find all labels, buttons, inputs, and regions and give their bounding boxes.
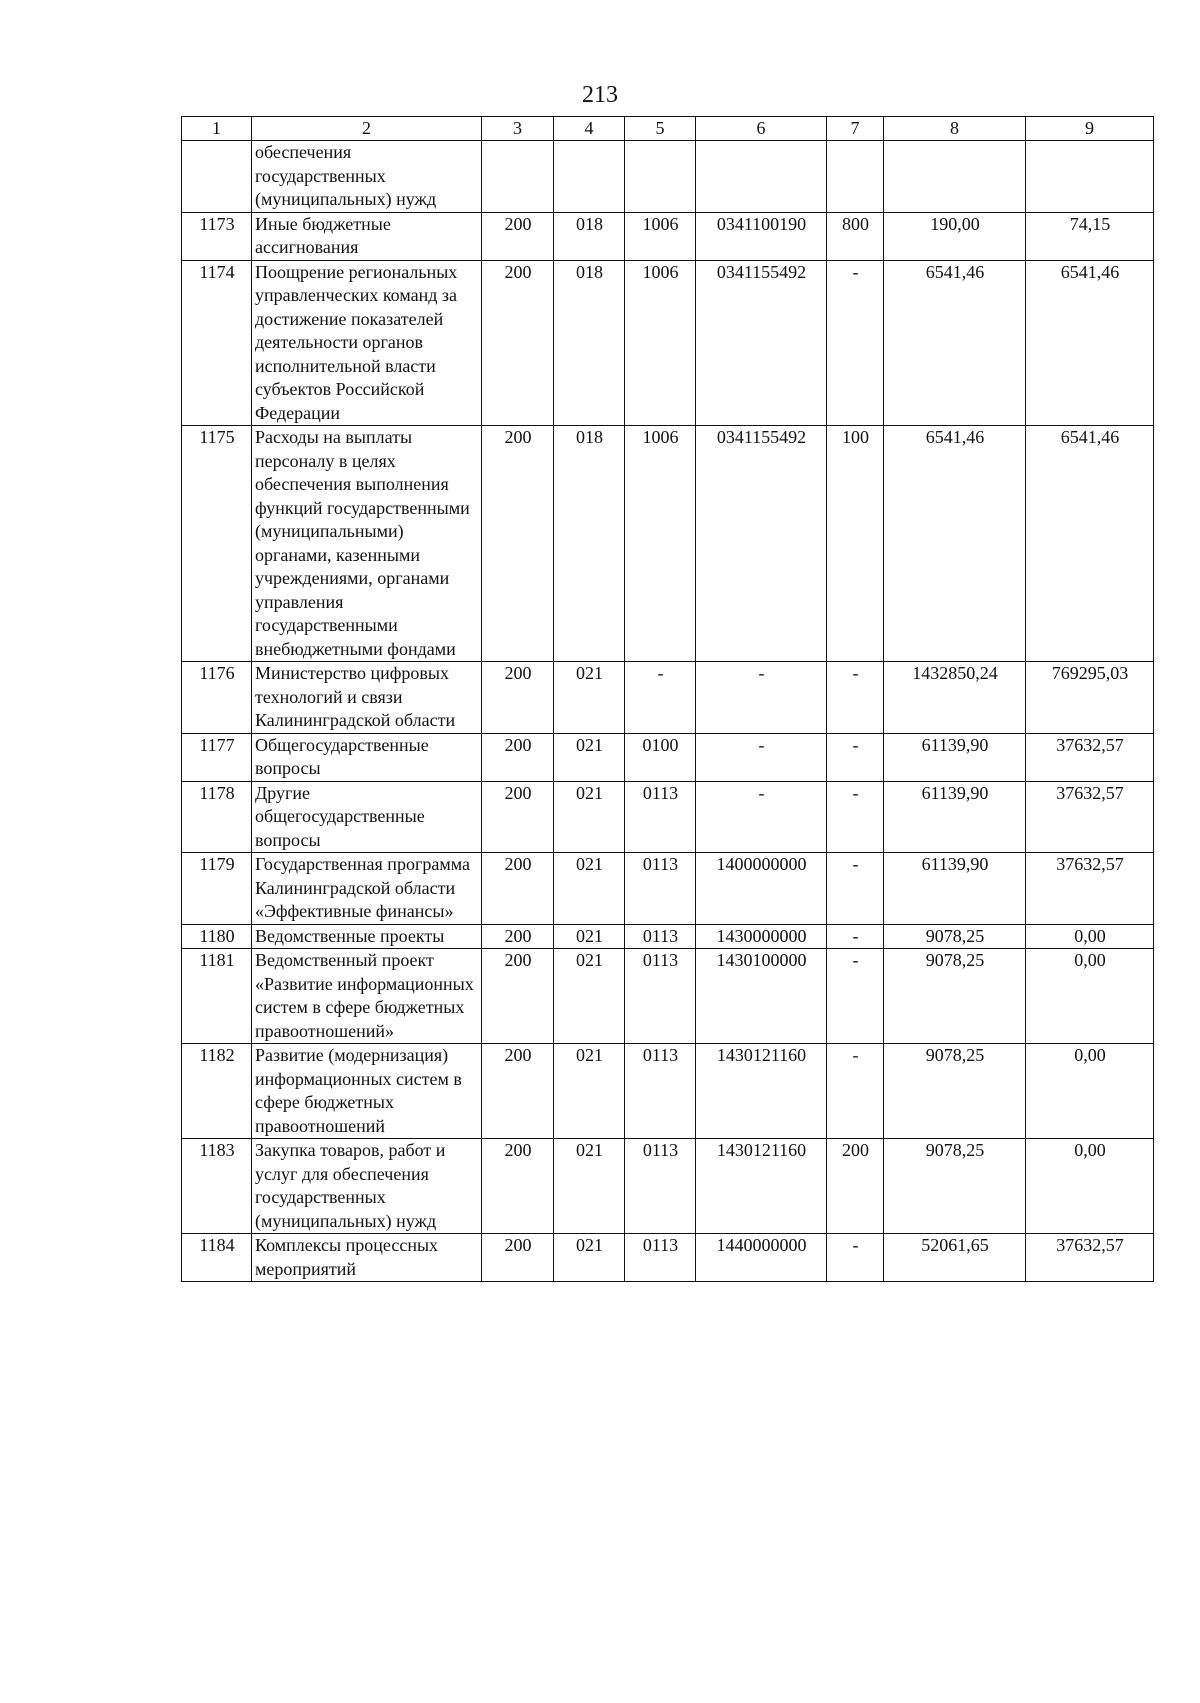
row-c4: 021 (554, 924, 625, 949)
row-c8: 9078,25 (884, 949, 1026, 1044)
column-header: 6 (696, 117, 827, 141)
row-c6: 0341155492 (696, 426, 827, 662)
row-c3: 200 (482, 781, 554, 853)
row-number (182, 141, 252, 213)
row-name: Поощрение региональных управленческих команд за достижение показателей деятельности органов исполнительной власти субъектов Российской Федерации (252, 260, 482, 426)
row-c4: 021 (554, 1044, 625, 1139)
row-c9: 0,00 (1026, 949, 1154, 1044)
row-name: Комплексы процессных мероприятий (252, 1234, 482, 1282)
row-c3: 200 (482, 1234, 554, 1282)
table-row (182, 1139, 1154, 1234)
row-c9: 0,00 (1026, 1044, 1154, 1139)
row-c9: 37632,57 (1026, 1234, 1154, 1282)
row-c8 (884, 141, 1026, 213)
row-number: 1173 (182, 212, 252, 260)
row-number: 1174 (182, 260, 252, 426)
row-c4: 018 (554, 212, 625, 260)
row-c7: 100 (827, 426, 884, 662)
row-c5: 1006 (625, 426, 696, 662)
row-c6: 1430000000 (696, 924, 827, 949)
row-name: Другие общегосударственные вопросы (252, 781, 482, 853)
row-c5: - (625, 662, 696, 734)
row-number: 1177 (182, 733, 252, 781)
row-number: 1179 (182, 853, 252, 925)
row-c4 (554, 141, 625, 213)
table-row (182, 426, 1154, 662)
row-c5: 1006 (625, 260, 696, 426)
row-c3: 200 (482, 924, 554, 949)
row-c8: 6541,46 (884, 426, 1026, 662)
table-row (182, 924, 1154, 949)
row-c7: - (827, 949, 884, 1044)
row-c5: 0113 (625, 781, 696, 853)
row-c9 (1026, 141, 1154, 213)
row-c3: 200 (482, 426, 554, 662)
row-number: 1180 (182, 924, 252, 949)
row-c8: 6541,46 (884, 260, 1026, 426)
row-c4: 021 (554, 662, 625, 734)
row-c7: 200 (827, 1139, 884, 1234)
row-c6: 1430121160 (696, 1044, 827, 1139)
row-c5: 0113 (625, 949, 696, 1044)
row-c9: 37632,57 (1026, 781, 1154, 853)
row-c8: 52061,65 (884, 1234, 1026, 1282)
column-header: 8 (884, 117, 1026, 141)
column-header: 9 (1026, 117, 1154, 141)
row-c5: 0113 (625, 853, 696, 925)
row-c4: 021 (554, 1139, 625, 1234)
row-c9: 769295,03 (1026, 662, 1154, 734)
row-c5: 1006 (625, 212, 696, 260)
row-c6: 1440000000 (696, 1234, 827, 1282)
row-c8: 190,00 (884, 212, 1026, 260)
row-c6: 1400000000 (696, 853, 827, 925)
row-name: Закупка товаров, работ и услуг для обеспечения государственных (муниципальных) нужд (252, 1139, 482, 1234)
table-row (182, 733, 1154, 781)
row-c3: 200 (482, 260, 554, 426)
row-c9: 0,00 (1026, 924, 1154, 949)
row-c9: 37632,57 (1026, 853, 1154, 925)
row-name: Общегосударственные вопросы (252, 733, 482, 781)
row-c9: 74,15 (1026, 212, 1154, 260)
row-c9: 37632,57 (1026, 733, 1154, 781)
column-header: 1 (182, 117, 252, 141)
table-row (182, 949, 1154, 1044)
row-c5: 0113 (625, 1044, 696, 1139)
row-c9: 0,00 (1026, 1139, 1154, 1234)
row-c8: 1432850,24 (884, 662, 1026, 734)
table-row (182, 1234, 1154, 1282)
column-header: 7 (827, 117, 884, 141)
column-header: 4 (554, 117, 625, 141)
column-header: 5 (625, 117, 696, 141)
row-name: Министерство цифровых технологий и связи Калининградской области (252, 662, 482, 734)
row-c7 (827, 141, 884, 213)
table-row (182, 260, 1154, 426)
row-c3: 200 (482, 662, 554, 734)
row-c8: 9078,25 (884, 1139, 1026, 1234)
row-number: 1182 (182, 1044, 252, 1139)
row-c5: 0113 (625, 924, 696, 949)
row-c6: 1430121160 (696, 1139, 827, 1234)
row-name: обеспечения государственных (муниципальных) нужд (252, 141, 482, 213)
row-c5 (625, 141, 696, 213)
row-c3: 200 (482, 733, 554, 781)
row-c8: 9078,25 (884, 1044, 1026, 1139)
row-c6: - (696, 781, 827, 853)
row-c6 (696, 141, 827, 213)
header-row (182, 117, 1154, 141)
row-c7: - (827, 260, 884, 426)
row-c3: 200 (482, 1044, 554, 1139)
table-row (182, 212, 1154, 260)
row-number: 1184 (182, 1234, 252, 1282)
row-c8: 9078,25 (884, 924, 1026, 949)
row-c9: 6541,46 (1026, 426, 1154, 662)
row-name: Развитие (модернизация) информационных систем в сфере бюджетных правоотношений (252, 1044, 482, 1139)
row-number: 1175 (182, 426, 252, 662)
row-c5: 0113 (625, 1234, 696, 1282)
row-c7: - (827, 1234, 884, 1282)
table-row (182, 853, 1154, 925)
row-c7: - (827, 662, 884, 734)
row-c5: 0100 (625, 733, 696, 781)
row-c7: 800 (827, 212, 884, 260)
row-c6: 1430100000 (696, 949, 827, 1044)
row-c8: 61139,90 (884, 781, 1026, 853)
row-c7: - (827, 924, 884, 949)
row-c3 (482, 141, 554, 213)
row-c3: 200 (482, 1139, 554, 1234)
row-c6: - (696, 662, 827, 734)
row-name: Государственная программа Калининградской области «Эффективные финансы» (252, 853, 482, 925)
row-c7: - (827, 733, 884, 781)
row-name: Иные бюджетные ассигнования (252, 212, 482, 260)
row-name: Ведомственный проект «Развитие информационных систем в сфере бюджетных правоотношений» (252, 949, 482, 1044)
row-c4: 021 (554, 733, 625, 781)
column-header: 3 (482, 117, 554, 141)
row-c8: 61139,90 (884, 733, 1026, 781)
row-c6: - (696, 733, 827, 781)
row-name: Ведомственные проекты (252, 924, 482, 949)
row-c5: 0113 (625, 1139, 696, 1234)
row-c8: 61139,90 (884, 853, 1026, 925)
row-c4: 021 (554, 1234, 625, 1282)
row-c4: 021 (554, 853, 625, 925)
table-row (182, 1044, 1154, 1139)
row-c9: 6541,46 (1026, 260, 1154, 426)
row-c4: 021 (554, 949, 625, 1044)
row-c7: - (827, 781, 884, 853)
table-row (182, 662, 1154, 734)
row-c4: 018 (554, 426, 625, 662)
row-c3: 200 (482, 212, 554, 260)
column-header: 2 (252, 117, 482, 141)
row-c4: 021 (554, 781, 625, 853)
row-c7: - (827, 1044, 884, 1139)
row-number: 1178 (182, 781, 252, 853)
budget-table (181, 116, 1154, 1282)
row-c6: 0341155492 (696, 260, 827, 426)
table-row (182, 781, 1154, 853)
row-c7: - (827, 853, 884, 925)
table-row (182, 141, 1154, 213)
row-c3: 200 (482, 853, 554, 925)
row-number: 1183 (182, 1139, 252, 1234)
row-name: Расходы на выплаты персоналу в целях обеспечения выполнения функций государственными (муниципальными) органами, казенными учреждениями, органами управления государственными внебюджетными фондами (252, 426, 482, 662)
row-c6: 0341100190 (696, 212, 827, 260)
page-number: 213 (582, 82, 618, 108)
row-number: 1181 (182, 949, 252, 1044)
row-number: 1176 (182, 662, 252, 734)
row-c4: 018 (554, 260, 625, 426)
row-c3: 200 (482, 949, 554, 1044)
